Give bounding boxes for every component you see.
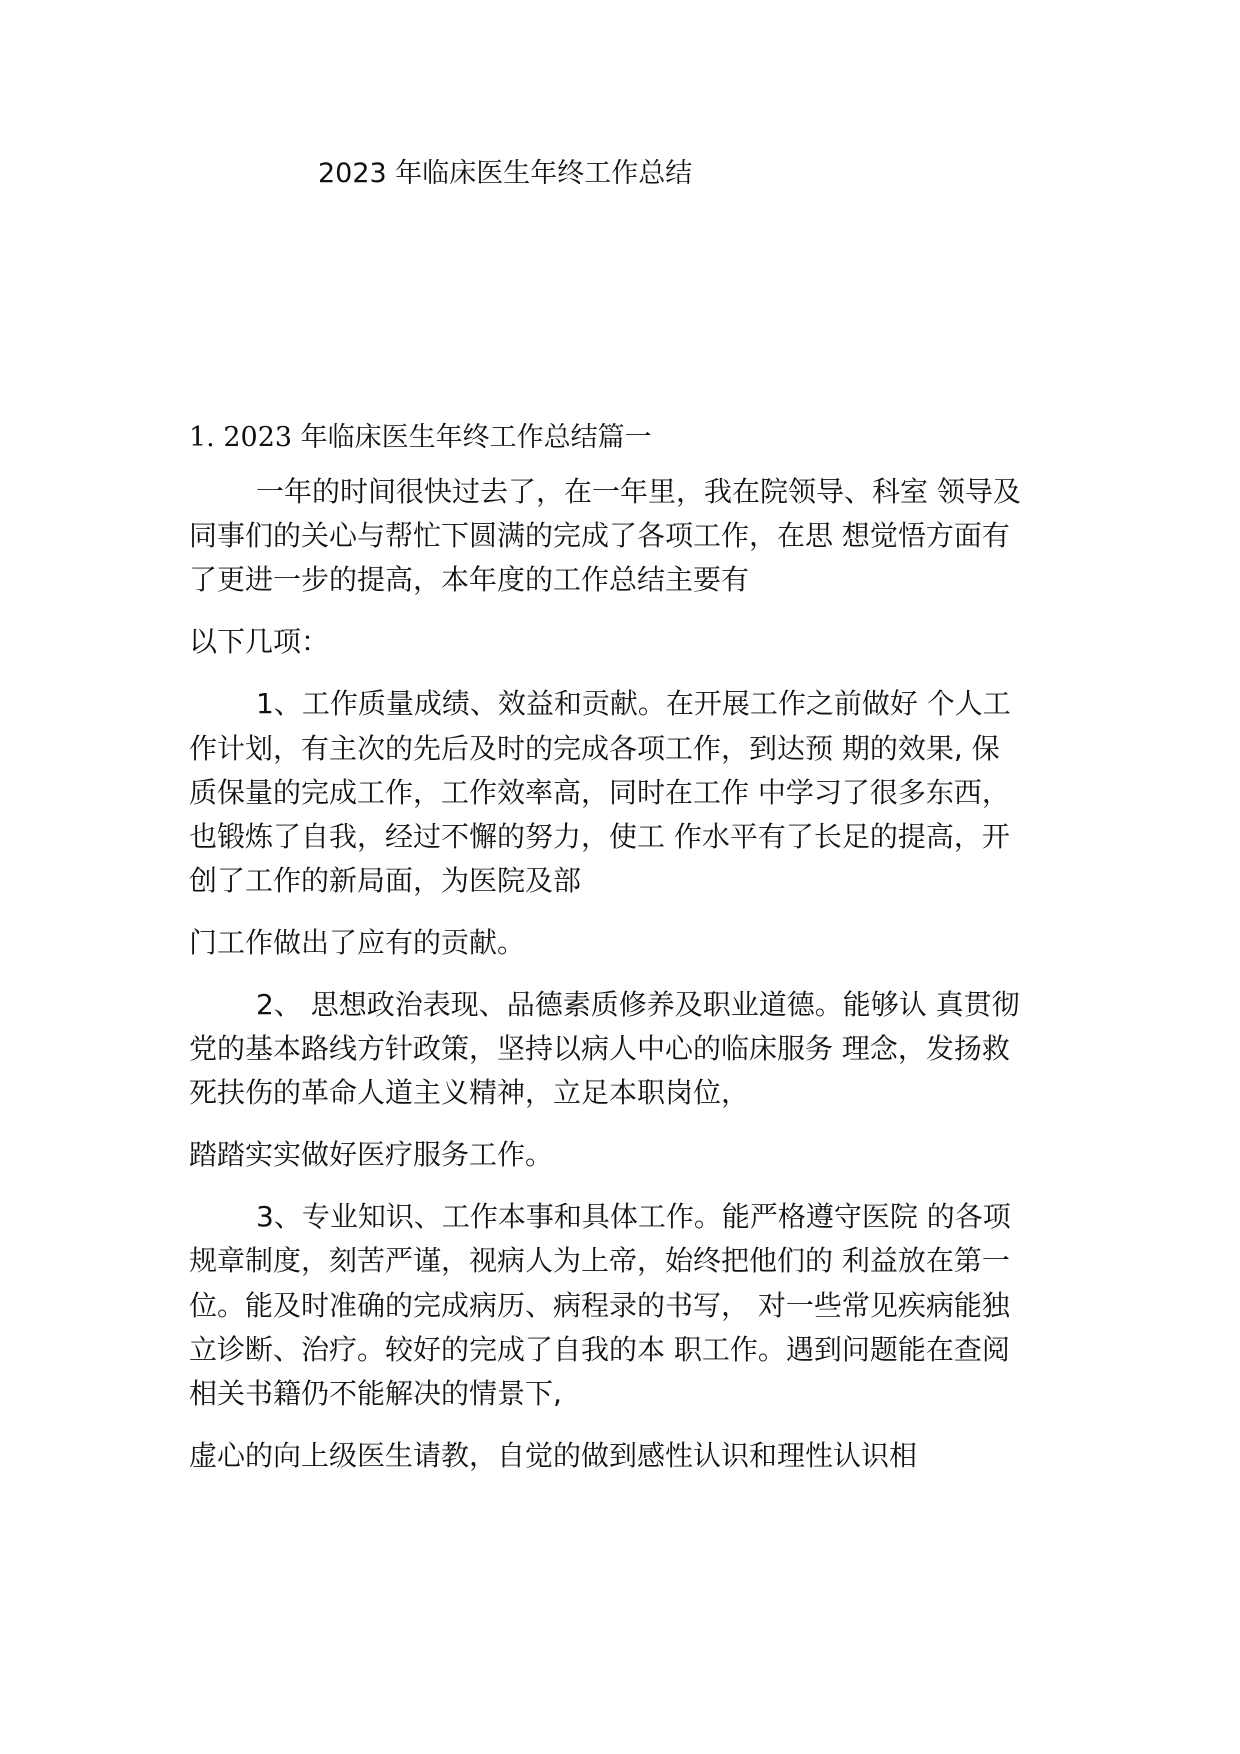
item-2-line-4: 踏踏实实做好医疗服务工作。 (189, 1138, 554, 1171)
document-title: 2023 年临床医生年终工作总结 (318, 158, 693, 189)
item-3-line-1: 3、专业知识、工作本事和具体工作。能严格遵守医院 的各项 (256, 1200, 1011, 1233)
section-number: 1. 2023 (189, 422, 293, 453)
item-2-line-1: 2、 思想政治表现、品德素质修养及职业道德。能够认 真贯彻 (256, 988, 1020, 1021)
item-3-line-4: 立诊断、治疗。较好的完成了自我的本 职工作。遇到问题能在查阅 (189, 1333, 1010, 1366)
item-2-line-2: 党的基本路线方针政策，坚持以病人中心的临床服务 理念，发扬救 (189, 1032, 1010, 1065)
item-1-line-3: 质保量的完成工作，工作效率高，同时在工作 中学习了很多东西， (189, 776, 1010, 809)
item-1-line-1: 1、工作质量成绩、效益和贡献。在开展工作之前做好 个人工 (256, 687, 1011, 720)
section-heading-text: 年临床医生年终工作总结篇一 (292, 422, 652, 453)
item-3-line-6: 虚心的向上级医生请教，自觉的做到感性认识和理性认识相 (189, 1439, 918, 1472)
item-1-line-6: 门工作做出了应有的贡献。 (189, 926, 526, 959)
item-2-line-3: 死扶伤的革命人道主义精神，立足本职岗位， (189, 1076, 750, 1109)
item-3-line-5: 相关书籍仍不能解决的情景下, (189, 1377, 562, 1410)
paragraph-2-line-1: 以下几项： (189, 625, 330, 658)
paragraph-1-line-3: 了更进一步的提高，本年度的工作总结主要有 (189, 563, 750, 596)
item-1-line-2: 作计划，有主次的先后及时的完成各项工作，到达预 期的效果, 保 (189, 732, 1000, 765)
paragraph-1-line-1: 一年的时间很快过去了，在一年里，我在院领导、科室 领导及 (256, 475, 1021, 508)
paragraph-1-line-2: 同事们的关心与帮忙下圆满的完成了各项工作，在思 想觉悟方面有 (189, 519, 1010, 552)
item-1-line-4: 也锻炼了自我，经过不懈的努力，使工 作水平有了长足的提高，开 (189, 820, 1010, 853)
item-3-line-3: 位。能及时准确的完成病历、病程录的书写， 对一些常见疾病能独 (189, 1289, 1010, 1322)
section-heading (189, 421, 652, 455)
item-3-line-2: 规章制度，刻苦严谨，视病人为上帝，始终把他们的 利益放在第一 (189, 1244, 1010, 1277)
item-1-line-5: 创了工作的新局面，为医院及部 (189, 864, 582, 897)
